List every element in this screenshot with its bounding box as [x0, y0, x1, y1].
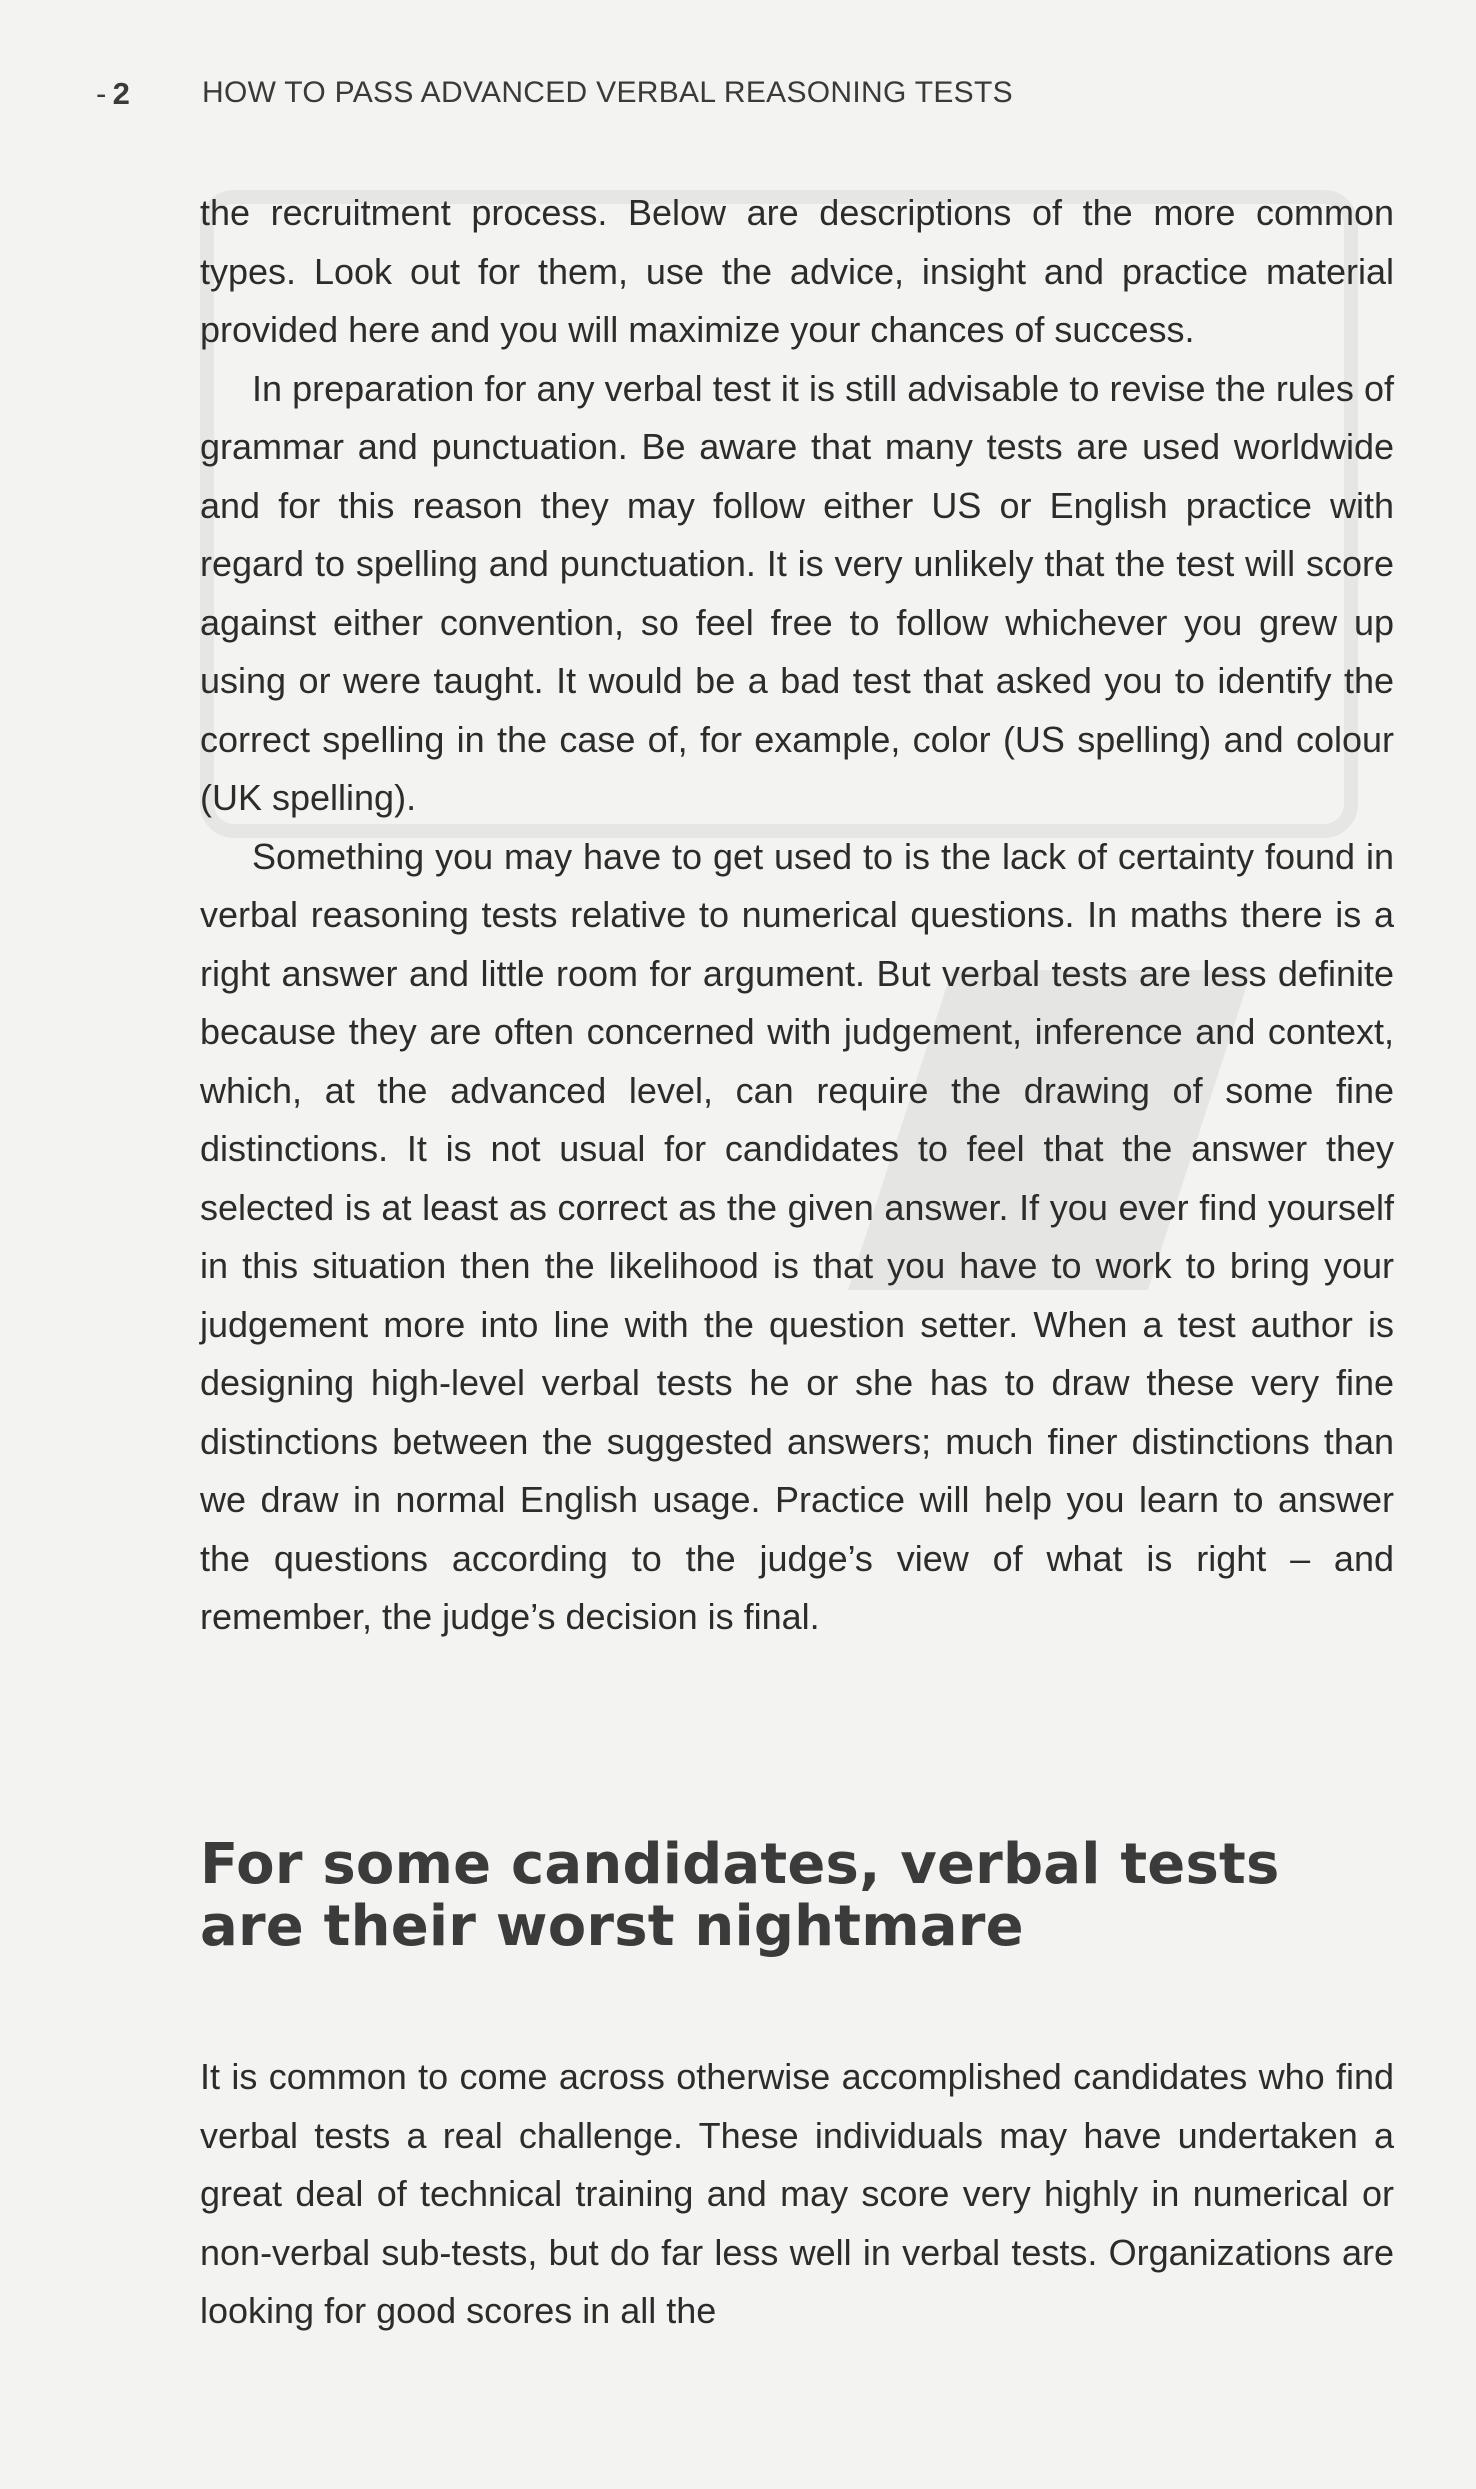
body-text-bottom: [200, 2048, 1394, 2341]
paragraph-continued: the recruitment process. Below are descriptions of the more common types. Look out for them, use the advice, insight and practice material provided here and you will maximize your chances of success.: [200, 192, 1394, 350]
page-number: [96, 76, 130, 112]
section-heading: For some candidates, verbal tests are their worst nightmare: [200, 1832, 1280, 1959]
body-text-top: [200, 184, 1394, 1647]
paragraph-certainty: Something you may have to get used to is the lack of certainty found in verbal reasoning tests relative to numerical questions. In maths there is a right answer and little room for argument. But verbal tests are less definite because they are often concerned with judgement, inference and context, which, at the advanced level, can require the drawing of some fine distinctions. It is not usual for candidates to feel that the answer they selected is at least as correct as the given answer. If you ever find yourself in this situation then the likelihood is that you have to work to bring your judgement more into line with the question setter. When a test author is designing high-level verbal tests he or she has to draw these very fine distinctions between the suggested answers; much finer distinctions than we draw in normal English usage. Practice will help you learn to answer the questions according to the judge’s view of what is right – and remember, the judge’s decision is final.: [200, 835, 1394, 1637]
paragraph-grammar: In preparation for any verbal test it is still advisable to revise the rules of grammar and punctuation. Be aware that many tests are used worldwide and for this reason they may follow either US or English practice with regard to spelling and punctuation. It is very unlikely that the test will score against either convention, so feel free to follow whichever you grew up using or were taught. It would be a bad test that asked you to identify the correct spelling in the case of, for example, color (US spelling) and colour (UK spelling).: [200, 367, 1394, 818]
book-title: HOW TO PASS ADVANCED VERBAL REASONING TESTS: [202, 76, 1013, 109]
paragraph-candidates: It is common to come across otherwise accomplished candidates who find verbal tests a real challenge. These individuals may have undertaken a great deal of technical training and may score very highly in numerical or non-verbal sub-tests, but do far less well in verbal tests. Organizations are looking for good scores in all the: [200, 2056, 1394, 2331]
page-number-value: 2: [112, 76, 131, 111]
page-number-dash: -: [96, 76, 107, 111]
running-head: [48, 76, 1416, 120]
